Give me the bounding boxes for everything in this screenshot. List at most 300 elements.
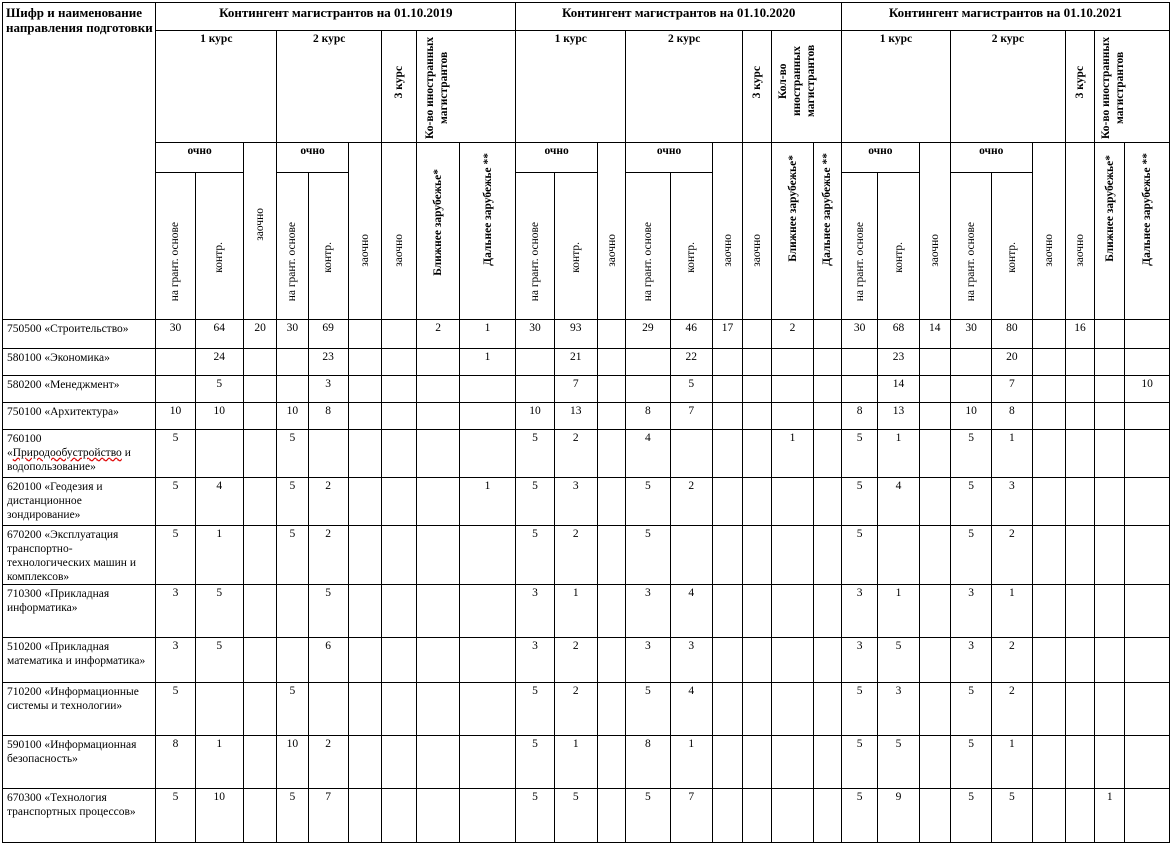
value-cell [459, 526, 516, 585]
value-cell: 2 [992, 526, 1032, 585]
value-cell: 5 [277, 683, 308, 736]
value-cell [813, 683, 841, 736]
value-cell: 8 [626, 403, 670, 430]
value-cell: 5 [950, 478, 991, 526]
value-cell: 4 [626, 430, 670, 478]
grant-header: на грант. основе [626, 172, 670, 319]
value-cell [244, 478, 277, 526]
grant-header: на грант. основе [516, 172, 554, 319]
full-time-header: очно [277, 143, 349, 173]
value-cell: 3 [842, 585, 878, 638]
value-cell: 8 [842, 403, 878, 430]
value-cell [743, 320, 772, 349]
value-cell [919, 478, 950, 526]
value-cell [712, 789, 742, 843]
value-cell [348, 736, 381, 789]
value-cell: 10 [156, 403, 195, 430]
program-name-part: 760100 « [7, 433, 42, 459]
value-cell [382, 789, 417, 843]
value-cell: 29 [626, 320, 670, 349]
value-cell: 1 [992, 430, 1032, 478]
table-row [3, 683, 1170, 736]
value-cell [277, 585, 308, 638]
value-cell: 3 [308, 376, 348, 403]
foreign-header-2019: Ко-во иностранных магистрантов [417, 31, 516, 143]
value-cell [348, 789, 381, 843]
value-cell [813, 349, 841, 376]
value-cell [244, 736, 277, 789]
value-cell [743, 376, 772, 403]
program-name: 670300 «Технология транспортных процессов» [3, 789, 156, 843]
period-header-2019: Контингент магистрантов на 01.10.2019 [156, 3, 516, 31]
value-cell: 21 [554, 349, 597, 376]
part-time-header: заочно [712, 143, 742, 320]
value-cell: 30 [842, 320, 878, 349]
value-cell [919, 789, 950, 843]
near-abroad-header: Ближнее зарубежье* [772, 143, 813, 320]
value-cell: 2 [670, 478, 712, 526]
contract-header: контр. [195, 172, 243, 319]
value-cell: 13 [554, 403, 597, 430]
value-cell [772, 478, 813, 526]
value-cell [382, 376, 417, 403]
value-cell: 3 [992, 478, 1032, 526]
foreign-header-2021: Ко-во иностранных магистрантов [1095, 31, 1170, 143]
value-cell: 68 [878, 320, 919, 349]
table-row [3, 430, 1170, 478]
course3-header-2019: 3 курс [382, 31, 417, 143]
value-cell [813, 789, 841, 843]
value-cell [743, 789, 772, 843]
value-cell: 5 [992, 789, 1032, 843]
value-cell [1125, 526, 1170, 585]
value-cell: 5 [842, 736, 878, 789]
program-name-part: и водопользование» [7, 447, 131, 473]
value-cell: 4 [878, 478, 919, 526]
program-name: 710200 «Информационные системы и технологии» [3, 683, 156, 736]
value-cell [712, 585, 742, 638]
value-cell [597, 638, 625, 683]
course3-header-2020: 3 курс [743, 31, 772, 143]
grant-header: на грант. основе [277, 172, 308, 319]
value-cell [950, 376, 991, 403]
value-cell [277, 638, 308, 683]
value-cell: 5 [950, 430, 991, 478]
value-cell [516, 376, 554, 403]
value-cell [1032, 349, 1065, 376]
value-cell [743, 736, 772, 789]
far-abroad-header: Дальнее зарубежье ** [1125, 143, 1170, 320]
value-cell [1032, 478, 1065, 526]
value-cell [244, 403, 277, 430]
value-cell: 5 [277, 430, 308, 478]
full-time-header: очно [516, 143, 598, 173]
value-cell: 93 [554, 320, 597, 349]
value-cell: 5 [842, 789, 878, 843]
program-name [3, 430, 156, 478]
value-cell [1125, 478, 1170, 526]
value-cell [156, 349, 195, 376]
value-cell [459, 736, 516, 789]
value-cell: 1 [554, 736, 597, 789]
course2-header-2021: 2 курс [950, 31, 1065, 143]
value-cell [417, 638, 459, 683]
value-cell: 1 [992, 736, 1032, 789]
program-name: 670200 «Эксплуатация транспортно-технологических машин и комплексов» [3, 526, 156, 585]
value-cell [459, 638, 516, 683]
table-row [3, 585, 1170, 638]
value-cell [1065, 376, 1094, 403]
value-cell: 3 [670, 638, 712, 683]
course1-header-2019: 1 курс [156, 31, 277, 143]
value-cell: 7 [554, 376, 597, 403]
value-cell [1065, 430, 1094, 478]
value-cell [1032, 526, 1065, 585]
value-cell [842, 376, 878, 403]
value-cell: 5 [842, 430, 878, 478]
value-cell: 5 [516, 430, 554, 478]
value-cell [670, 430, 712, 478]
value-cell: 5 [516, 789, 554, 843]
value-cell [919, 376, 950, 403]
near-abroad-header: Ближнее зарубежье* [417, 143, 459, 320]
value-cell [813, 478, 841, 526]
value-cell: 5 [156, 683, 195, 736]
value-cell: 7 [670, 789, 712, 843]
value-cell: 5 [277, 789, 308, 843]
contingent-table [2, 2, 1170, 843]
period-header-2021: Контингент магистрантов на 01.10.2021 [842, 3, 1170, 31]
value-cell: 2 [308, 526, 348, 585]
value-cell [417, 789, 459, 843]
value-cell [1095, 478, 1125, 526]
value-cell [1125, 789, 1170, 843]
value-cell [597, 349, 625, 376]
value-cell: 17 [712, 320, 742, 349]
value-cell [244, 376, 277, 403]
value-cell [417, 349, 459, 376]
value-cell [1065, 683, 1094, 736]
value-cell: 10 [195, 789, 243, 843]
value-cell: 23 [308, 349, 348, 376]
value-cell [813, 376, 841, 403]
value-cell [1095, 403, 1125, 430]
value-cell [459, 430, 516, 478]
value-cell [417, 736, 459, 789]
value-cell [1125, 638, 1170, 683]
value-cell [308, 683, 348, 736]
value-cell [1095, 376, 1125, 403]
value-cell [1065, 789, 1094, 843]
value-cell: 64 [195, 320, 243, 349]
value-cell: 5 [156, 526, 195, 585]
course1-header-2021: 1 курс [842, 31, 951, 143]
value-cell: 5 [516, 478, 554, 526]
value-cell [712, 638, 742, 683]
value-cell [772, 349, 813, 376]
value-cell [597, 736, 625, 789]
value-cell [1032, 789, 1065, 843]
value-cell [712, 376, 742, 403]
value-cell: 2 [308, 736, 348, 789]
table-body [3, 320, 1170, 843]
period-header-2020: Контингент магистрантов на 01.10.2020 [516, 3, 842, 31]
value-cell [743, 349, 772, 376]
value-cell [597, 403, 625, 430]
value-cell [1095, 585, 1125, 638]
value-cell [348, 320, 381, 349]
program-name: 590100 «Информационная безопасность» [3, 736, 156, 789]
full-time-header: очно [156, 143, 244, 173]
value-cell [516, 349, 554, 376]
value-cell: 5 [156, 789, 195, 843]
far-abroad-header: Дальнее зарубежье ** [459, 143, 516, 320]
value-cell [813, 430, 841, 478]
value-cell: 3 [516, 638, 554, 683]
value-cell [382, 349, 417, 376]
program-header: Шифр и наименование направления подготовки [3, 3, 156, 320]
value-cell [919, 585, 950, 638]
value-cell: 30 [156, 320, 195, 349]
value-cell [244, 789, 277, 843]
part-time-header: заочно [244, 143, 277, 320]
value-cell [772, 376, 813, 403]
value-cell [1032, 683, 1065, 736]
value-cell [813, 403, 841, 430]
value-cell: 1 [195, 526, 243, 585]
value-cell [597, 320, 625, 349]
value-cell [308, 430, 348, 478]
value-cell [950, 349, 991, 376]
value-cell [712, 683, 742, 736]
value-cell [712, 349, 742, 376]
value-cell [712, 736, 742, 789]
value-cell: 5 [277, 526, 308, 585]
program-name: 580200 «Менеджмент» [3, 376, 156, 403]
value-cell: 8 [308, 403, 348, 430]
value-cell [459, 789, 516, 843]
program-name: 750500 «Строительство» [3, 320, 156, 349]
value-cell: 5 [842, 526, 878, 585]
foreign-header-2020: Кол-во иностранных магистрантов [772, 31, 842, 143]
value-cell: 5 [626, 478, 670, 526]
value-cell: 5 [842, 683, 878, 736]
value-cell [1125, 349, 1170, 376]
value-cell: 5 [950, 526, 991, 585]
value-cell [1095, 349, 1125, 376]
value-cell: 5 [670, 376, 712, 403]
value-cell [626, 376, 670, 403]
value-cell [743, 683, 772, 736]
value-cell [772, 638, 813, 683]
value-cell [1032, 585, 1065, 638]
contract-header: контр. [878, 172, 919, 319]
value-cell: 8 [156, 736, 195, 789]
value-cell [1032, 403, 1065, 430]
value-cell: 1 [195, 736, 243, 789]
value-cell: 1 [772, 430, 813, 478]
value-cell [1065, 585, 1094, 638]
program-name-part: Природообустройство [12, 447, 122, 459]
value-cell [919, 349, 950, 376]
value-cell: 2 [417, 320, 459, 349]
value-cell [382, 430, 417, 478]
value-cell [626, 349, 670, 376]
value-cell [597, 478, 625, 526]
course1-header-2020: 1 курс [516, 31, 626, 143]
value-cell: 5 [950, 683, 991, 736]
value-cell [348, 376, 381, 403]
value-cell [1032, 376, 1065, 403]
value-cell: 69 [308, 320, 348, 349]
course2-header-2020: 2 курс [626, 31, 743, 143]
value-cell [743, 478, 772, 526]
value-cell: 2 [992, 638, 1032, 683]
contract-header: контр. [992, 172, 1032, 319]
value-cell: 2 [554, 526, 597, 585]
value-cell: 9 [878, 789, 919, 843]
value-cell: 80 [992, 320, 1032, 349]
value-cell [1065, 638, 1094, 683]
value-cell [772, 526, 813, 585]
value-cell [1032, 736, 1065, 789]
value-cell [382, 585, 417, 638]
value-cell [712, 478, 742, 526]
value-cell [348, 403, 381, 430]
value-cell [417, 403, 459, 430]
value-cell: 8 [992, 403, 1032, 430]
value-cell: 5 [878, 736, 919, 789]
program-name: 510200 «Прикладная математика и информатика» [3, 638, 156, 683]
value-cell [348, 430, 381, 478]
value-cell: 3 [156, 638, 195, 683]
full-time-header: очно [950, 143, 1032, 173]
value-cell: 5 [277, 478, 308, 526]
value-cell: 1 [459, 478, 516, 526]
value-cell [1095, 736, 1125, 789]
table-row [3, 526, 1170, 585]
program-name: 580100 «Экономика» [3, 349, 156, 376]
grant-header: на грант. основе [156, 172, 195, 319]
value-cell: 5 [554, 789, 597, 843]
value-cell: 3 [516, 585, 554, 638]
value-cell: 1 [459, 349, 516, 376]
value-cell: 10 [516, 403, 554, 430]
value-cell: 30 [277, 320, 308, 349]
value-cell [382, 526, 417, 585]
value-cell: 5 [516, 683, 554, 736]
value-cell [743, 638, 772, 683]
value-cell [417, 585, 459, 638]
course2-header-2019: 2 курс [277, 31, 382, 143]
value-cell [919, 430, 950, 478]
value-cell [195, 430, 243, 478]
value-cell [813, 736, 841, 789]
value-cell [670, 526, 712, 585]
contract-header: контр. [554, 172, 597, 319]
table-row [3, 349, 1170, 376]
value-cell [772, 403, 813, 430]
value-cell: 46 [670, 320, 712, 349]
program-name: 750100 «Архитектура» [3, 403, 156, 430]
value-cell [1065, 736, 1094, 789]
value-cell [195, 683, 243, 736]
value-cell: 5 [878, 638, 919, 683]
value-cell: 10 [277, 736, 308, 789]
value-cell [1125, 320, 1170, 349]
value-cell [382, 478, 417, 526]
value-cell [417, 430, 459, 478]
value-cell: 2 [554, 638, 597, 683]
value-cell: 5 [950, 736, 991, 789]
value-cell: 2 [554, 683, 597, 736]
value-cell: 5 [516, 526, 554, 585]
value-cell [743, 430, 772, 478]
grant-header: на грант. основе [842, 172, 878, 319]
value-cell [842, 349, 878, 376]
value-cell: 3 [842, 638, 878, 683]
value-cell: 2 [992, 683, 1032, 736]
value-cell: 5 [195, 638, 243, 683]
table-row [3, 403, 1170, 430]
grant-header: на грант. основе [950, 172, 991, 319]
value-cell [1125, 403, 1170, 430]
value-cell: 1 [459, 320, 516, 349]
value-cell [743, 585, 772, 638]
value-cell [919, 683, 950, 736]
value-cell [417, 478, 459, 526]
value-cell [813, 526, 841, 585]
value-cell: 8 [626, 736, 670, 789]
value-cell: 5 [156, 478, 195, 526]
value-cell [348, 349, 381, 376]
table-row [3, 638, 1170, 683]
value-cell [244, 683, 277, 736]
value-cell [597, 526, 625, 585]
value-cell: 2 [554, 430, 597, 478]
value-cell: 5 [626, 683, 670, 736]
value-cell [348, 585, 381, 638]
value-cell [277, 349, 308, 376]
value-cell [743, 526, 772, 585]
value-cell [244, 430, 277, 478]
value-cell: 14 [919, 320, 950, 349]
value-cell [813, 320, 841, 349]
value-cell [459, 585, 516, 638]
value-cell [244, 526, 277, 585]
value-cell: 10 [950, 403, 991, 430]
table-row [3, 320, 1170, 349]
value-cell: 7 [670, 403, 712, 430]
value-cell [597, 585, 625, 638]
value-cell: 4 [195, 478, 243, 526]
part-time-header: заочно [1065, 143, 1094, 320]
value-cell [919, 526, 950, 585]
value-cell: 3 [626, 585, 670, 638]
value-cell [813, 638, 841, 683]
part-time-header: заочно [382, 143, 417, 320]
value-cell [348, 526, 381, 585]
value-cell: 16 [1065, 320, 1094, 349]
value-cell [919, 638, 950, 683]
value-cell [244, 638, 277, 683]
value-cell [1095, 430, 1125, 478]
value-cell: 7 [992, 376, 1032, 403]
value-cell: 5 [195, 585, 243, 638]
value-cell [878, 526, 919, 585]
value-cell: 5 [842, 478, 878, 526]
value-cell: 2 [772, 320, 813, 349]
